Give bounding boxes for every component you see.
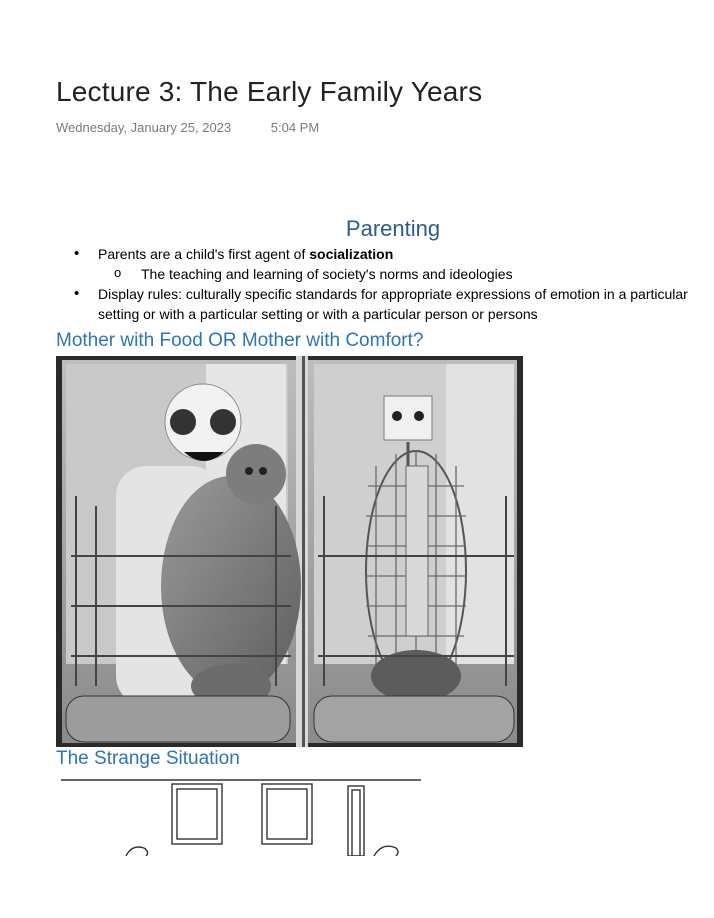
- sub-list: [98, 264, 706, 284]
- bullet-icon: •: [74, 285, 80, 302]
- page-date: Wednesday, January 25, 2023: [56, 120, 232, 135]
- page-meta: [56, 120, 319, 135]
- strange-situation-drawing: [56, 772, 426, 856]
- page-time: 5:04 PM: [270, 120, 320, 135]
- sub-bullet-text: The teaching and learning of society's norms and ideologies: [141, 266, 513, 282]
- parenting-list: [56, 244, 706, 324]
- page-title: Lecture 3: The Early Family Years: [56, 76, 483, 107]
- sub-bullet-icon: o: [114, 265, 122, 280]
- heading-mother: Mother with Food OR Mother with Comfort?: [56, 330, 424, 351]
- heading-strange-situation: The Strange Situation: [56, 748, 240, 769]
- sub-list-item: [98, 264, 706, 284]
- bold-term: socialization: [309, 246, 394, 262]
- monkey-surrogate-photo: [56, 356, 523, 747]
- heading-parenting: Parenting: [345, 216, 441, 241]
- bullet-text: Display rules: culturally specific standards for appropriate expressions of emotion in a particular setting or with a particular setting or with a particular person or persons: [98, 286, 688, 322]
- bullet-text: Parents are a child's first agent of: [98, 246, 310, 262]
- bullet-icon: •: [74, 245, 80, 262]
- list-item: [56, 244, 706, 284]
- list-item: [56, 284, 706, 324]
